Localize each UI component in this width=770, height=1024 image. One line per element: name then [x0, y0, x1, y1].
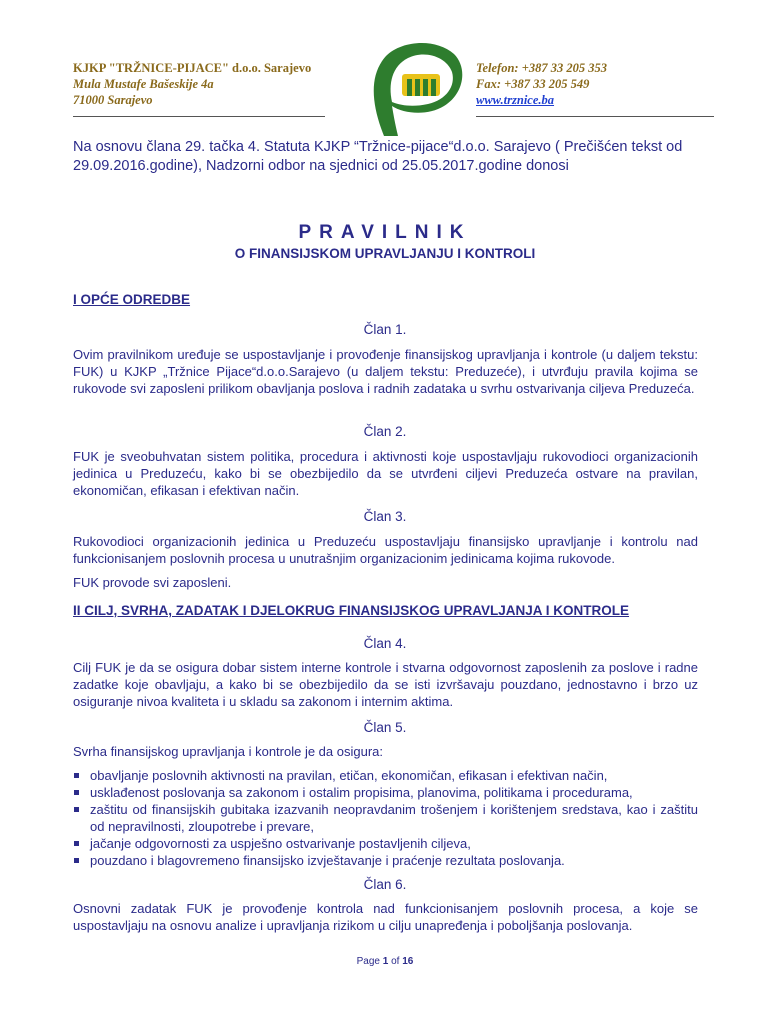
letterhead-rule-left — [73, 116, 325, 117]
article-1-heading: Član 1. — [363, 322, 407, 337]
letterhead-address — [73, 60, 311, 108]
page-footer — [0, 956, 770, 967]
article-2-text: FUK je sveobuhvatan sistem politika, procedura i aktivnosti koje uspostavljaju rukovodioci organizacionih jedinica u Preduzeću, kako bi se obezbijedilo da se utvrđeni ciljevi Preduzeća ostvare na pravilan, ekonomičan, efikasan i efektivan način. — [73, 449, 698, 498]
article-4-heading: Član 4. — [363, 636, 407, 651]
list-item: zaštitu od finansijskih gubitaka izazvanih neopravdanim trošenjem i korištenjem sredstava, kao i zaštitu od nepravilnosti, zloupotrebe i prevare, — [73, 801, 698, 835]
letterhead-contact — [476, 60, 607, 108]
article-4-text: Cilj FUK je da se osigura dobar sistem interne kontrole i stvarna odgovornost zaposlenih za poslove i radne zadatke koje obavljaju, a kako bi se obezbijedilo da se isti izvršavaju pouzdano, jednostavno i brzo uz osiguranje nivoa kvaliteta i u skladu sa zakonom i internim aktima. — [73, 660, 698, 709]
website-link[interactable]: www.trznice.ba — [476, 93, 555, 107]
list-item: usklađenost poslovanja sa zakonom i ostalim propisima, planovima, politikama i procedurama, — [73, 784, 698, 801]
company-city: 71000 Sarajevo — [73, 93, 153, 107]
page-number: 1 — [382, 956, 389, 967]
list-item: jačanje odgovornosti za uspješno ostvarivanje postavljenih ciljeva, — [73, 835, 698, 852]
article-1-text: Ovim pravilnikom uređuje se uspostavljanje i provođenje finansijskog upravljanja i kontrole (u daljem tekstu: FUK) u KJKP „Tržnice Pijace“d.o.o.Sarajevo (u daljem tekstu: Preduzeće), i utvrđuju pravila kojima se rukovode svi zaposleni prilikom obavljanja poslova i radnih zadataka u svrhu ostvarivanja ciljeva Preduzeća. — [73, 347, 698, 396]
list-item: obavljanje poslovnih aktivnosti na pravilan, etičan, ekonomičan, efikasan i efektivan način, — [73, 767, 698, 784]
article-3-heading: Član 3. — [363, 509, 407, 524]
section-heading-1: I OPĆE ODREDBE — [73, 292, 191, 307]
intro-paragraph: Na osnovu člana 29. tačka 4. Statuta KJKP “Tržnice-pijace“d.o.o. Sarajevo ( Prečišćen tekst od 29.09.2016.godine), Nadzorni odbor na sjednici od 25.05.2017.godine donosi — [73, 139, 683, 174]
article-6-text: Osnovni zadatak FUK je provođenje kontrola nad funkcionisanjem poslovnih procesa, a koje se uspostavljaju na osnovu analize i upravljanja rizikom u cilju unapređenja i poboljšanja poslovanja. — [73, 901, 698, 933]
phone-number: Telefon: +387 33 205 353 — [476, 61, 607, 75]
letterhead-rule-right — [476, 116, 714, 117]
company-street: Mula Mustafe Bašeskije 4a — [73, 77, 214, 91]
article-5-text: Svrha finansijskog upravljanja i kontrole je da osigura: — [73, 744, 384, 759]
page-total: 16 — [402, 956, 414, 967]
article-5-list — [73, 767, 698, 869]
company-logo-icon — [358, 36, 470, 140]
section-heading-2: II CILJ, SVRHA, ZADATAK I DJELOKRUG FINANSIJSKOG UPRAVLJANJA I KONTROLE — [73, 603, 630, 618]
fax-number: Fax: +387 33 205 549 — [476, 77, 590, 91]
article-6-heading: Član 6. — [363, 877, 407, 892]
document-subtitle: O FINANSIJSKOM UPRAVLJANJU I KONTROLI — [234, 246, 536, 261]
of-word: of — [391, 956, 400, 967]
article-3-text: Rukovodioci organizacionih jedinica u Preduzeću uspostavljaju finansijsko upravljanje i kontrolu nad funkcionisanjem poslovnih procesa u unutrašnjim organizacionim jedinicama kojima rukovode. — [73, 534, 698, 566]
list-item: pouzdano i blagovremeno finansijsko izvještavanje i praćenje rezultata poslovanja. — [73, 852, 698, 869]
article-5-heading: Član 5. — [363, 720, 407, 735]
article-3-text-2: FUK provode svi zaposleni. — [73, 575, 232, 590]
page-word: Page — [356, 956, 380, 967]
company-name: KJKP "TRŽNICE-PIJACE" d.o.o. Sarajevo — [73, 61, 312, 75]
article-2-heading: Član 2. — [363, 424, 407, 439]
document-title: PRAVILNIK — [298, 222, 472, 243]
